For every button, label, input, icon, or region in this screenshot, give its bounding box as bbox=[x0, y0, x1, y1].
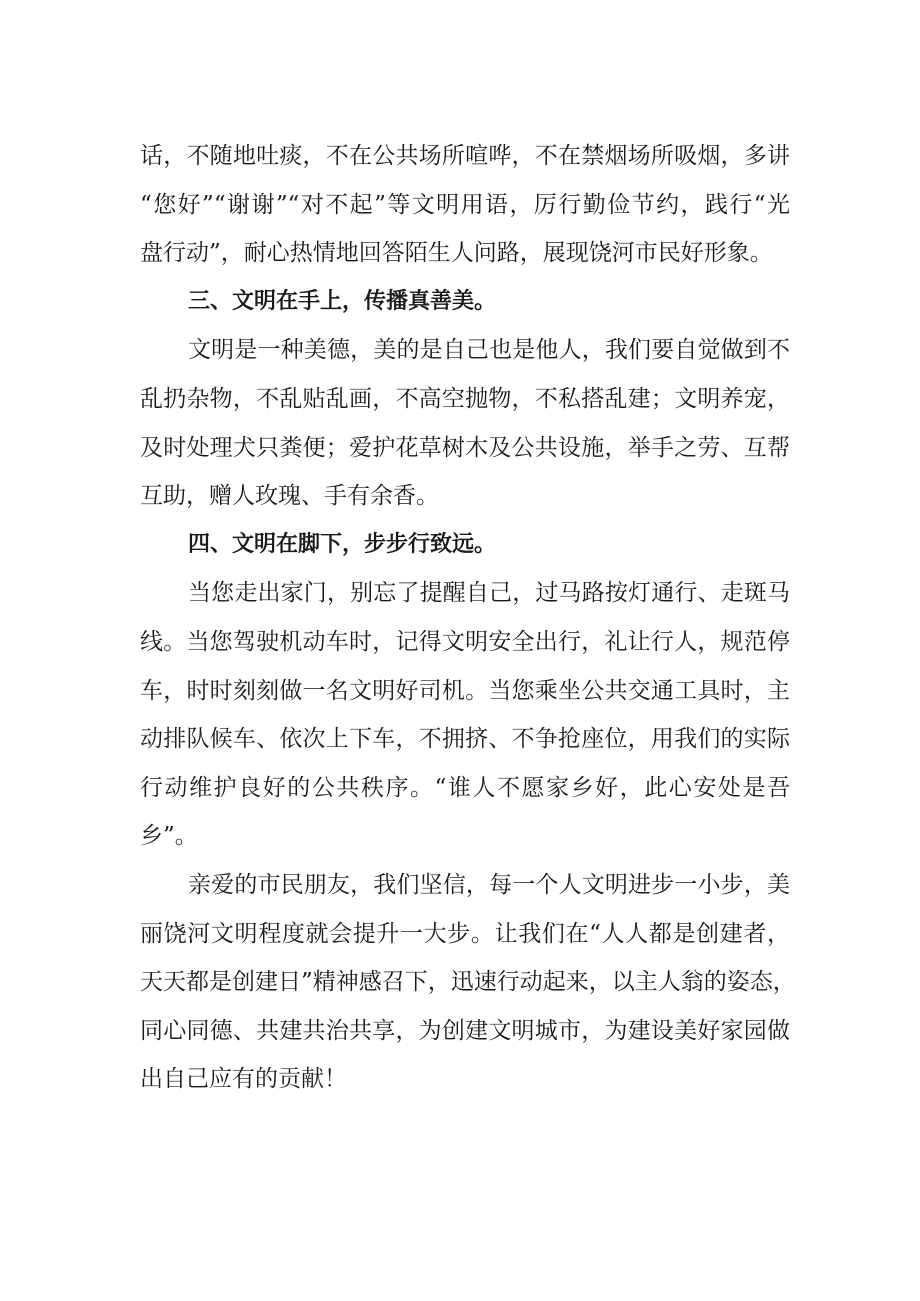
text-line: 行动维护良好的公共秩序。“谁人不愿家乡好，此心安处是吾 bbox=[140, 774, 790, 801]
section-heading-3: 三、文明在手上，传播真善美。 bbox=[188, 288, 497, 314]
text-line: 互助，赠人玫瑰、手有余香。 bbox=[140, 483, 439, 510]
text-line: 同心同德、共建共治共享，为创建文明城市，为建设美好家园做 bbox=[140, 1017, 790, 1044]
text-line: 亲爱的市民朋友，我们坚信，每一个人文明进步一小步，美 bbox=[188, 871, 790, 898]
text-line: 乡”。 bbox=[140, 823, 198, 850]
section-heading-4: 四、文明在脚下，步步行致远。 bbox=[188, 531, 497, 557]
paragraph-continued bbox=[140, 132, 790, 278]
text-line: 当您走出家门，别忘了提醒自己，过马路按灯通行、走斑马 bbox=[188, 580, 790, 607]
paragraph-closing bbox=[140, 861, 796, 1104]
text-line: 动排队候车、依次上下车，不拥挤、不争抢座位，用我们的实际 bbox=[140, 726, 790, 753]
text-line: 丽饶河文明程度就会提升一大步。让我们在“人人都是创建者， bbox=[140, 920, 790, 947]
text-line: 盘行动”，耐心热情地回答陌生人问路，展现饶河市民好形象。 bbox=[140, 240, 773, 267]
paragraph-section-3 bbox=[140, 326, 790, 520]
text-line: 线。当您驾驶机动车时，记得文明安全出行，礼让行人，规范停 bbox=[140, 628, 790, 655]
text-line: 车，时时刻刻做一名文明好司机。当您乘坐公共交通工具时，主 bbox=[140, 677, 790, 704]
text-line: 乱扔杂物，不乱贴乱画，不高空抛物，不私搭乱建；文明养宠， bbox=[140, 385, 790, 412]
document-page bbox=[140, 132, 796, 1104]
text-line: 文明是一种美德，美的是自己也是他人，我们要自觉做到不 bbox=[188, 337, 790, 364]
paragraph-section-4 bbox=[140, 569, 790, 861]
text-line: 天天都是创建日”精神感召下，迅速行动起来，以主人翁的姿态， bbox=[140, 969, 796, 996]
text-line: 及时处理犬只粪便；爱护花草树木及公共设施，举手之劳、互帮 bbox=[140, 434, 790, 461]
text-line: 话，不随地吐痰，不在公共场所喧哗，不在禁烟场所吸烟，多讲 bbox=[140, 143, 790, 169]
text-line: “您好”“谢谢”“对不起”等文明用语，厉行勤俭节约，践行“光 bbox=[140, 191, 790, 218]
text-line: 出自己应有的贡献！ bbox=[140, 1066, 347, 1093]
